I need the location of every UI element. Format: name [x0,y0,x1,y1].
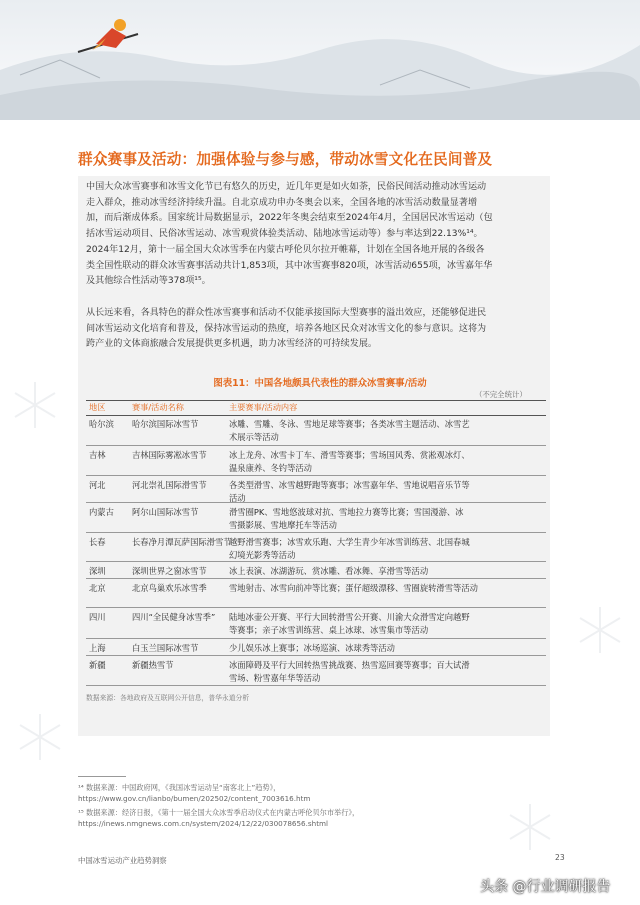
table-header [86,400,546,416]
header-region: 地区 [89,402,106,412]
header-content: 主要赛事/活动内容 [229,402,298,412]
table-row: 吉林 吉林国际雾凇冰雪节 冰上龙舟、冰雪卡丁车、滑雪等赛事；雪场国风秀、赏凇观冰灯、 温泉康养、冬钓等活动 [86,446,546,476]
footnote-link[interactable]: https://www.gov.cn/lianbo/bumen/202502/content_7003616.htm [78,794,311,803]
table-row: 深圳 深圳世界之窗冰雪节 冰上表演、冰湖游玩、赏冰雕、看冰舞、享滑雪等活动 [86,562,546,579]
footnote-link[interactable]: https://inews.nmgnews.com.cn/system/2024/12/22/030078656.shtml [78,819,329,828]
footnote-14: ¹⁴ 数据来源：中国政府网，《我国冰雪运动呈“南客北上”趋势》， https://www.gov.cn/lianbo/bumen/202502/content_7003616.htm [78,783,311,803]
snowflake-icon [575,605,625,655]
table-row: 新疆 新疆热雪节 冰面障碍及平行大回转热雪挑战赛、热雪巡回赛等赛事；百大试滑 雪场、粉雪嘉年华等活动 [86,656,546,686]
footnote-15: ¹⁵ 数据来源：经济日报，《第十一届全国大众冰雪季启动仪式在内蒙古呼伦贝尔市举行》， https://inews.nmgnews.com.cn/system/2024/12/22/030078656.shtml [78,808,360,828]
table-row: 河北 河北崇礼国际滑雪节 各类型滑雪、冰雪越野跑等赛事；冰雪嘉年华、雪地说唱音乐节等 活动 [86,476,546,503]
header-banner [0,0,640,120]
table-note: （不完全统计） [475,390,527,399]
table-row: 哈尔滨 哈尔滨国际冰雪节 冰雕、雪雕、冬泳、雪地足球等赛事；各类冰雪主题活动、冰雪艺 术展示等活动 [86,415,546,446]
table-row: 内蒙古 阿尔山国际冰雪节 滑雪圈PK、雪地悠波球对抗、雪地拉力赛等比赛；雪国漫游、冰 雪摄影展、雪地摩托车等活动 [86,503,546,533]
header-name: 赛事/活动名称 [132,402,184,412]
footer-report-title: 中国冰雪运动产业趋势洞察 [78,856,167,865]
table-source: 数据来源：各地政府及互联网公开信息，普华永道分析 [86,694,250,702]
paragraph-1: 中国大众冰雪赛事和冰雪文化节已有悠久的历史，近几年更是如火如荼，民俗民间活动推动冰雪运动 走入群众，推动冰雪经济持续升温。自北京成功申办冬奥会以来，全国各地的冰雪活动数量显著增 加，而后渐成体系。国家统计局数据显示，2022年冬奥会结束至2024年4月，全国居民冰雪运动（包 括冰雪运动项目、民俗冰雪运动、冰雪观赏体验类活动、陆地冰雪运动等）参与率达到22.13%¹⁴。 2024年12月，第十一届全国大众冰雪季在内蒙古呼伦贝尔拉开帷幕，计划在全国各地开展的各级各 类全国性联动的群众冰雪赛事活动共计1,853项，其中冰雪赛事820项，冰雪活动655项，冰雪嘉年华 及其他综合性活动等378项¹⁵。 [86,182,493,287]
table-row: 北京 北京鸟巢欢乐冰雪季 雪地射击、冰雪向前冲等比赛；蛋仔超级漂移、雪圈旋转滑雪等活动 [86,579,546,608]
snow-mountain-image [0,0,640,120]
skier-icon [78,19,138,52]
table-row: 上海 白玉兰国际冰雪节 少儿娱乐冰上赛事；冰场巡演、冰球秀等活动 [86,639,546,656]
section-title: 群众赛事及活动：加强体验与参与感，带动冰雪文化在民间普及 [78,151,493,168]
watermark: 头条 @行业调研报告 [480,879,611,895]
table-row: 四川 四川“全民健身冰雪季” 陆地冰壶公开赛、平行大回转滑雪公开赛、川渝大众滑雪定向越野 等赛事；亲子冰雪训练营、桌上冰球、冰雪集市等活动 [86,608,546,639]
table-title: 图表11：中国各地颇具代表性的群众冰雪赛事/活动 [213,378,427,389]
table-row: 长春 长春净月潭瓦萨国际滑雪节 越野滑雪赛事；冰雪欢乐跑、大学生青少年冰雪训练营、北国春城 幻境光影秀等活动 [86,533,546,562]
footnote-divider [78,776,126,777]
snowflake-icon [505,802,555,852]
page-number: 23 [555,853,565,862]
paragraph-2: 从长远来看，各具特色的群众性冰雪赛事和活动不仅能承接国际大型赛事的溢出效应，还能够促进民 间冰雪运动文化培育和普及，保持冰雪运动的热度，培养各地区民众对冰雪文化的参与意识。这将为 跨产业的文体商旅融合发展提供更多机遇，助力冰雪经济的可持续发展。 [86,308,487,350]
snowflake-icon [15,712,65,762]
